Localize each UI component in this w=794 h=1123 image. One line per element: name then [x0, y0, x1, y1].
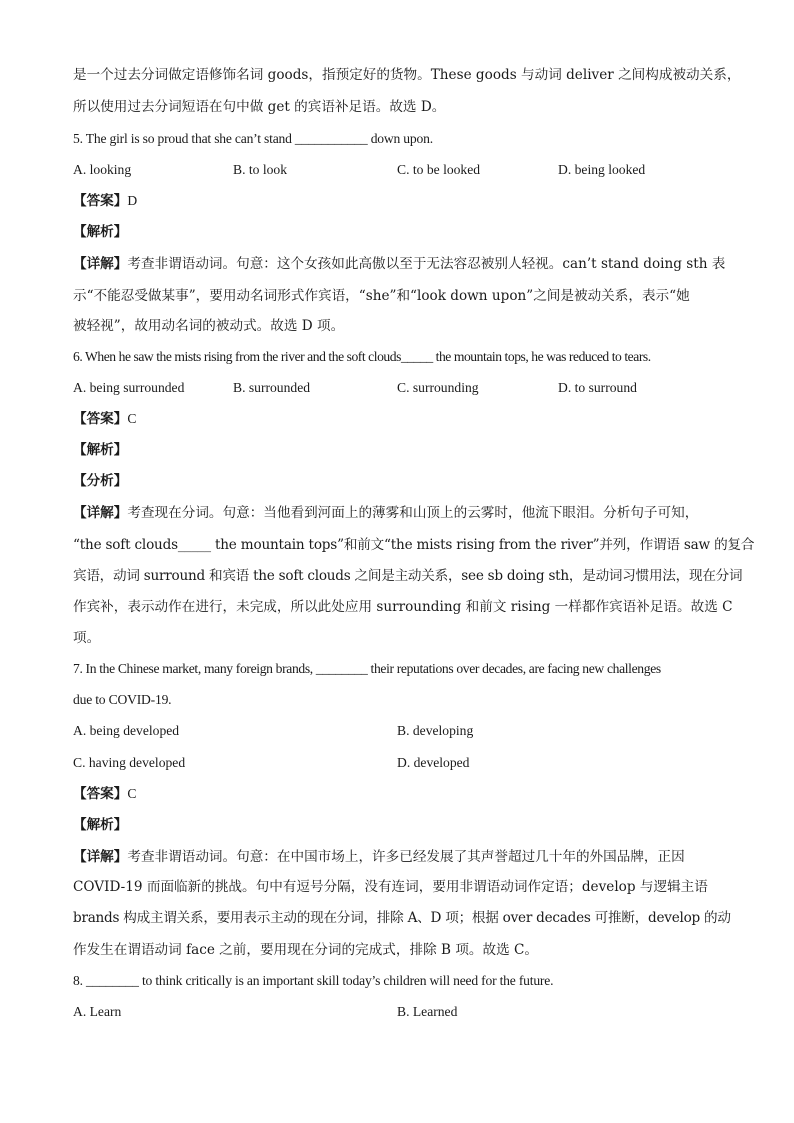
text-line: 项。 — [73, 630, 101, 646]
text-line: 宾语，动词 surround 和宾语 the soft clouds 之间是主动关系，see sb doing sth，是动词习惯用法，现在分词 — [73, 568, 743, 584]
question-8: 8. ________ to think critically is an important skill today’s children will need for the future. — [73, 973, 554, 988]
detail-label: 【详解】 — [73, 256, 128, 272]
text-line: “the soft clouds_____ the mountain tops”和前文“the mists rising from the river”并列，作谓语 saw 的复合 — [73, 537, 755, 553]
q5-detail-line — [73, 254, 726, 274]
q7-option-c: C. having developed — [73, 755, 186, 770]
analysis-label: 【解析】 — [73, 817, 128, 833]
answer-label: 【答案】 — [73, 786, 128, 802]
text-line: COVID-19 而面临新的挑战。句中有逗号分隔，没有连词，要用非谓语动词作定语；develop 与逻辑主语 — [73, 879, 708, 895]
q7-option-a: A. being developed — [73, 723, 180, 738]
text-line: 是一个过去分词做定语修饰名词 goods，指预定好的货物。These goods 与动词 deliver 之间构成被动关系， — [73, 67, 741, 83]
q5-option-d: D. being looked — [558, 162, 646, 177]
question-7: 7. In the Chinese market, many foreign brands, ________ their reputations over decades, are facing new challenges — [73, 661, 661, 676]
q6-detail-line — [73, 503, 723, 523]
analysis-label: 【解析】 — [73, 442, 128, 458]
analysis-label: 【解析】 — [73, 224, 128, 240]
detail-text: 考查非谓语动词。句意：在中国市场上，许多已经发展了其声誉超过几十年的外国品牌，正因 — [127, 849, 685, 865]
detail-text: 考查非谓语动词。句意：这个女孩如此高傲以至于无法容忍被别人轻视。can’t stand doing sth 表 — [127, 256, 726, 272]
q6-option-a: A. being surrounded — [73, 380, 185, 395]
fenxi-label: 【分析】 — [73, 473, 128, 489]
answer-label: 【答案】 — [73, 193, 128, 209]
text-line: 所以使用过去分词短语在句中做 get 的宾语补足语。故选 D。 — [73, 99, 446, 115]
q7-detail-line — [73, 847, 723, 867]
q7-option-b: B. developing — [397, 723, 474, 738]
q8-option-b: B. Learned — [397, 1004, 458, 1019]
text-line: brands 构成主谓关系，要用表示主动的现在分词，排除 A、D 项；根据 over decades 可推断，develop 的动 — [73, 910, 731, 926]
q6-option-d: D. to surround — [558, 380, 637, 395]
q6-option-b: B. surrounded — [233, 380, 311, 395]
answer-value: C — [127, 411, 137, 426]
q5-option-a: A. looking — [73, 162, 132, 177]
question-6: 6. When he saw the mists rising from the river and the soft clouds_____ the mountain tops, he was reduced to tears. — [73, 349, 651, 364]
answer-label: 【答案】 — [73, 411, 128, 427]
answer-value: D — [127, 193, 137, 208]
q6-answer — [73, 409, 723, 429]
question-5: 5. The girl is so proud that she can’t stand ___________ down upon. — [73, 131, 433, 146]
question-7-cont: due to COVID-19. — [73, 692, 172, 707]
text-line: 示“不能忍受做某事”，要用动名词形式作宾语，“she”和“look down upon”之间是被动关系，表示“她 — [73, 288, 690, 304]
text-line: 作宾补，表示动作在进行，未完成，所以此处应用 surrounding 和前文 rising 一样都作宾语补足语。故选 C — [73, 599, 733, 615]
text-line: 被轻视”，故用动名词的被动式。故选 D 项。 — [73, 318, 345, 334]
q8-option-a: A. Learn — [73, 1004, 122, 1019]
q5-option-c: C. to be looked — [397, 162, 481, 177]
q7-option-d: D. developed — [397, 755, 470, 770]
detail-text: 考查现在分词。句意：当他看到河面上的薄雾和山顶上的云雾时，他流下眼泪。分析句子可知， — [127, 505, 699, 521]
q6-option-c: C. surrounding — [397, 380, 479, 395]
q5-option-b: B. to look — [233, 162, 288, 177]
detail-label: 【详解】 — [73, 505, 128, 521]
detail-label: 【详解】 — [73, 849, 128, 865]
text-line: 作发生在谓语动词 face 之前，要用现在分词的完成式，排除 B 项。故选 C。 — [73, 942, 539, 958]
answer-value: C — [127, 786, 137, 801]
q7-answer — [73, 784, 723, 804]
q5-answer — [73, 191, 723, 211]
